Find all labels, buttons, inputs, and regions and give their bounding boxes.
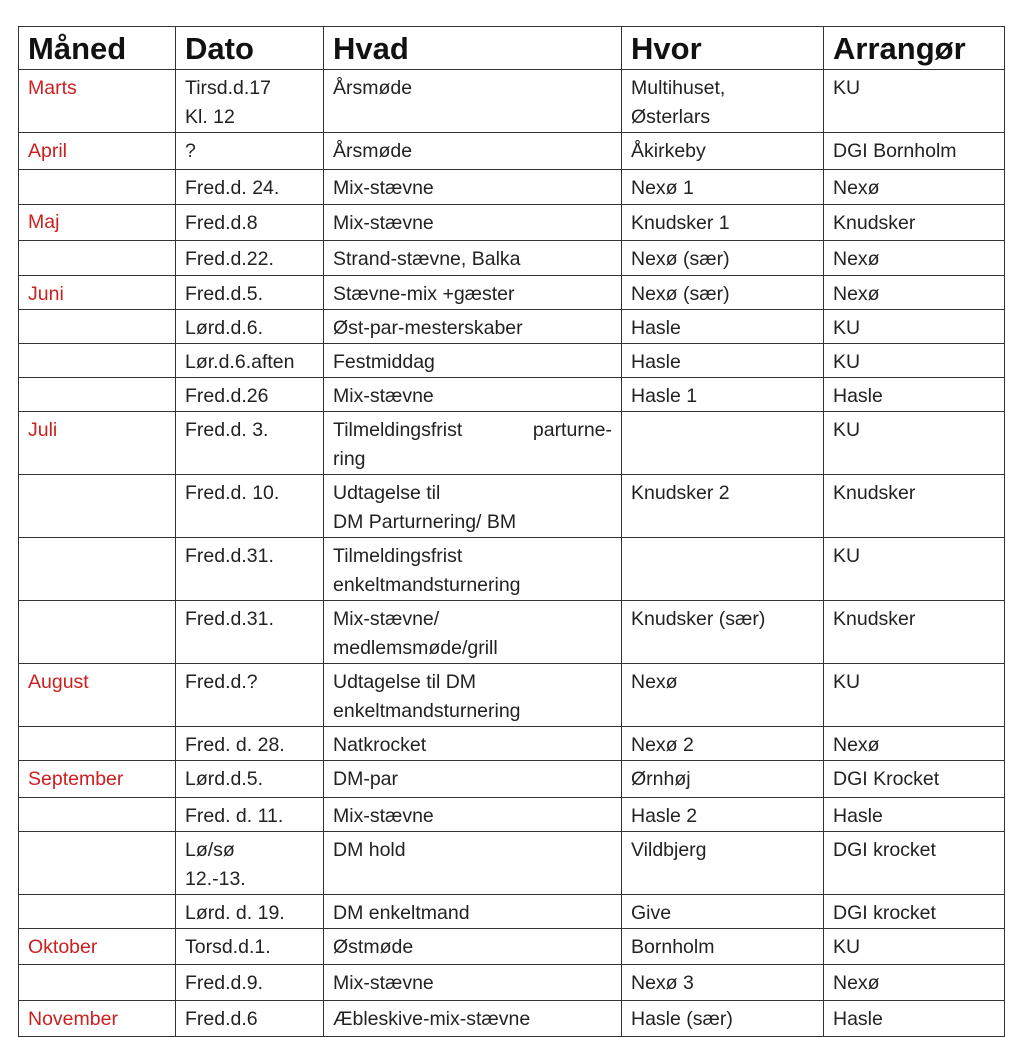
what-text: Strand-stævne, Balka [333, 248, 521, 270]
date-text: Fred.d.31. [185, 545, 274, 567]
month-cell [19, 378, 176, 412]
what-text: Festmiddag [333, 351, 435, 373]
date-text: Tirsd.d.17 [185, 77, 271, 99]
organizer-cell [824, 664, 1005, 727]
justified-line [333, 416, 612, 445]
what-text: DM hold [333, 839, 406, 861]
what-cell [324, 133, 622, 170]
header-what: Hvad [324, 27, 622, 70]
organizer-cell [824, 412, 1005, 475]
table-row [19, 895, 1005, 929]
date-cell [176, 664, 324, 727]
date-text: Fred. d. 28. [185, 734, 285, 756]
what-text: Mix-stævne [333, 805, 434, 827]
organizer-cell [824, 205, 1005, 241]
where-cell [622, 310, 824, 344]
what-cell [324, 895, 622, 929]
schedule-document [18, 26, 1004, 1037]
date-cell [176, 895, 324, 929]
organizer-text: Hasle [833, 1008, 883, 1030]
date-cell [176, 310, 324, 344]
table-row [19, 1001, 1005, 1037]
date-cell [176, 170, 324, 205]
organizer-cell [824, 929, 1005, 965]
date-cell [176, 475, 324, 538]
date-cell [176, 133, 324, 170]
organizer-text: Knudsker [833, 482, 916, 504]
organizer-text: Nexø [833, 248, 880, 270]
date-cell [176, 929, 324, 965]
what-cell [324, 310, 622, 344]
what-cell [324, 664, 622, 727]
date-cell [176, 344, 324, 378]
month-cell [19, 1001, 176, 1037]
month-cell [19, 276, 176, 310]
month-label: April [28, 140, 68, 162]
date-cell [176, 378, 324, 412]
header-row [19, 27, 1005, 70]
what-cell [324, 832, 622, 895]
what-cell [324, 276, 622, 310]
date-text: Fred.d.26 [185, 385, 269, 407]
header-organizer: Arrangør [824, 27, 1005, 70]
date-cell [176, 601, 324, 664]
where-text: Knudsker (sær) [631, 608, 766, 630]
month-label: November [28, 1008, 118, 1030]
what-text: parturne- [532, 419, 612, 441]
date-cell [176, 832, 324, 895]
table-row [19, 70, 1005, 133]
date-text: Lø/sø [185, 839, 235, 861]
header-month: Måned [19, 27, 176, 70]
table-row [19, 664, 1005, 727]
table-row [19, 727, 1005, 761]
date-cell [176, 241, 324, 276]
date-cell [176, 727, 324, 761]
organizer-cell [824, 276, 1005, 310]
month-cell [19, 310, 176, 344]
what-cell [324, 601, 622, 664]
organizer-text: Hasle [833, 805, 883, 827]
month-cell [19, 761, 176, 798]
organizer-cell [824, 895, 1005, 929]
where-text: Ørnhøj [631, 768, 691, 790]
what-text: Mix-stævne [333, 972, 434, 994]
date-cell [176, 70, 324, 133]
table-row [19, 929, 1005, 965]
where-text: Østerlars [631, 106, 711, 128]
month-cell [19, 133, 176, 170]
date-text: Lørd.d.6. [185, 317, 264, 339]
month-cell [19, 241, 176, 276]
where-text: Knudsker 1 [631, 212, 730, 234]
where-cell [622, 832, 824, 895]
date-cell [176, 276, 324, 310]
what-text: Mix-stævne [333, 385, 434, 407]
what-text: Natkrocket [333, 734, 427, 756]
what-text: Årsmøde [333, 140, 413, 162]
where-cell [622, 929, 824, 965]
date-text: Fred.d.31. [185, 608, 274, 630]
organizer-text: DGI krocket [833, 839, 936, 861]
date-cell [176, 412, 324, 475]
date-text: Fred.d.6 [185, 1008, 258, 1030]
where-text: Nexø 2 [631, 734, 694, 756]
what-text: Udtagelse til [333, 482, 441, 504]
where-cell [622, 412, 824, 475]
what-cell [324, 241, 622, 276]
what-cell [324, 412, 622, 475]
date-text: Kl. 12 [185, 106, 235, 128]
organizer-text: Nexø [833, 177, 880, 199]
date-text: Fred.d. 24. [185, 177, 280, 199]
what-text: Mix-stævne/ [333, 608, 440, 630]
what-text: enkeltmandsturnering [333, 574, 521, 596]
what-text: Mix-stævne [333, 177, 434, 199]
table-row [19, 276, 1005, 310]
organizer-text: Nexø [833, 972, 880, 994]
date-cell [176, 798, 324, 832]
table-row [19, 965, 1005, 1001]
month-cell [19, 475, 176, 538]
table-row [19, 475, 1005, 538]
organizer-cell [824, 727, 1005, 761]
date-text: Fred.d.? [185, 671, 258, 693]
date-text: Fred.d. 3. [185, 419, 269, 441]
date-text: 12.-13. [185, 868, 246, 890]
where-text: Nexø [631, 671, 678, 693]
date-text: Lør.d.6.aften [185, 351, 295, 373]
header-date: Dato [176, 27, 324, 70]
organizer-cell [824, 378, 1005, 412]
month-cell [19, 929, 176, 965]
where-cell [622, 241, 824, 276]
month-label: Oktober [28, 936, 98, 958]
date-text: Fred.d.22. [185, 248, 274, 270]
organizer-cell [824, 70, 1005, 133]
table-row [19, 832, 1005, 895]
table-row [19, 538, 1005, 601]
what-cell [324, 170, 622, 205]
what-cell [324, 727, 622, 761]
what-text: Stævne-mix +gæster [333, 283, 515, 305]
date-text: Fred. d. 11. [185, 805, 284, 827]
where-cell [622, 601, 824, 664]
where-text: Hasle [631, 351, 681, 373]
what-cell [324, 1001, 622, 1037]
organizer-cell [824, 475, 1005, 538]
where-cell [622, 344, 824, 378]
month-cell [19, 664, 176, 727]
month-cell [19, 170, 176, 205]
date-text: Fred.d.8 [185, 212, 258, 234]
organizer-text: Nexø [833, 734, 880, 756]
what-cell [324, 965, 622, 1001]
what-text: ring [333, 448, 366, 470]
where-cell [622, 761, 824, 798]
month-label: September [28, 768, 124, 790]
what-text: Tilmeldingsfrist [333, 419, 463, 441]
table-row [19, 798, 1005, 832]
date-text: Fred.d.5. [185, 283, 264, 305]
where-cell [622, 205, 824, 241]
what-text: Æbleskive-mix-stævne [333, 1008, 531, 1030]
date-text: Fred.d.9. [185, 972, 264, 994]
what-cell [324, 929, 622, 965]
table-row [19, 378, 1005, 412]
organizer-text: KU [833, 936, 861, 958]
month-cell [19, 965, 176, 1001]
schedule-body [19, 70, 1005, 1037]
organizer-cell [824, 761, 1005, 798]
month-cell [19, 70, 176, 133]
organizer-cell [824, 965, 1005, 1001]
where-text: Åkirkeby [631, 140, 706, 162]
what-text: Udtagelse til DM [333, 671, 477, 693]
table-row [19, 170, 1005, 205]
where-cell [622, 664, 824, 727]
month-cell [19, 344, 176, 378]
organizer-text: Hasle [833, 385, 883, 407]
what-cell [324, 205, 622, 241]
what-text: Øst-par-mesterskaber [333, 317, 523, 339]
organizer-cell [824, 832, 1005, 895]
where-text: Nexø 1 [631, 177, 694, 199]
month-cell [19, 895, 176, 929]
what-cell [324, 761, 622, 798]
organizer-cell [824, 1001, 1005, 1037]
month-cell [19, 412, 176, 475]
table-row [19, 344, 1005, 378]
month-cell [19, 601, 176, 664]
organizer-text: KU [833, 351, 861, 373]
month-label: Juli [28, 419, 58, 441]
date-cell [176, 205, 324, 241]
organizer-text: Nexø [833, 283, 880, 305]
organizer-text: DGI Bornholm [833, 140, 957, 162]
what-text: DM enkeltmand [333, 902, 470, 924]
where-text: Hasle 2 [631, 805, 698, 827]
what-text: Mix-stævne [333, 212, 434, 234]
what-cell [324, 344, 622, 378]
where-text: Knudsker 2 [631, 482, 730, 504]
table-row [19, 412, 1005, 475]
where-cell [622, 965, 824, 1001]
date-cell [176, 965, 324, 1001]
where-text: Vildbjerg [631, 839, 707, 861]
where-text: Bornholm [631, 936, 715, 958]
where-text: Hasle 1 [631, 385, 698, 407]
organizer-text: KU [833, 317, 861, 339]
month-cell [19, 205, 176, 241]
where-cell [622, 895, 824, 929]
organizer-text: KU [833, 77, 861, 99]
month-label: Maj [28, 211, 60, 233]
organizer-cell [824, 170, 1005, 205]
organizer-cell [824, 601, 1005, 664]
where-cell [622, 1001, 824, 1037]
what-cell [324, 378, 622, 412]
what-cell [324, 798, 622, 832]
what-text: enkeltmandsturnering [333, 700, 521, 722]
where-text: Nexø 3 [631, 972, 694, 994]
where-cell [622, 133, 824, 170]
where-cell [622, 538, 824, 601]
month-label: Marts [28, 77, 77, 99]
where-text: Hasle (sær) [631, 1008, 733, 1030]
where-text: Give [631, 902, 672, 924]
date-text: Lørd. d. 19. [185, 902, 285, 924]
organizer-cell [824, 133, 1005, 170]
what-text: DM-par [333, 768, 399, 790]
month-cell [19, 832, 176, 895]
where-cell [622, 475, 824, 538]
where-text: Multihuset, [631, 77, 726, 99]
where-text: Nexø (sær) [631, 248, 730, 270]
what-cell [324, 70, 622, 133]
what-cell [324, 538, 622, 601]
organizer-cell [824, 538, 1005, 601]
organizer-text: DGI Krocket [833, 768, 940, 790]
where-cell [622, 727, 824, 761]
where-cell [622, 798, 824, 832]
header-where: Hvor [622, 27, 824, 70]
where-cell [622, 276, 824, 310]
where-text: Hasle [631, 317, 681, 339]
month-label: Juni [28, 283, 64, 305]
table-row [19, 761, 1005, 798]
table-row [19, 241, 1005, 276]
table-row [19, 205, 1005, 241]
table-row [19, 601, 1005, 664]
where-text: Nexø (sær) [631, 283, 730, 305]
what-text: Årsmøde [333, 77, 413, 99]
date-cell [176, 538, 324, 601]
organizer-text: Knudsker [833, 608, 916, 630]
date-cell [176, 1001, 324, 1037]
date-text: Torsd.d.1. [185, 936, 271, 958]
organizer-cell [824, 310, 1005, 344]
date-text: Lørd.d.5. [185, 768, 264, 790]
what-text: DM Parturnering/ BM [333, 511, 517, 533]
month-cell [19, 538, 176, 601]
organizer-text: KU [833, 545, 861, 567]
organizer-text: KU [833, 671, 861, 693]
organizer-cell [824, 344, 1005, 378]
what-text: Østmøde [333, 936, 414, 958]
organizer-text: DGI krocket [833, 902, 936, 924]
what-cell [324, 475, 622, 538]
date-text: Fred.d. 10. [185, 482, 280, 504]
where-cell [622, 378, 824, 412]
where-cell [622, 170, 824, 205]
what-text: Tilmeldingsfrist [333, 545, 463, 567]
what-text: medlemsmøde/grill [333, 637, 498, 659]
table-row [19, 133, 1005, 170]
month-cell [19, 798, 176, 832]
date-cell [176, 761, 324, 798]
organizer-cell [824, 241, 1005, 276]
date-text: ? [185, 140, 196, 162]
organizer-cell [824, 798, 1005, 832]
month-cell [19, 727, 176, 761]
organizer-text: KU [833, 419, 861, 441]
table-row [19, 310, 1005, 344]
month-label: August [28, 671, 89, 693]
event-schedule-table [18, 26, 1005, 1037]
where-cell [622, 70, 824, 133]
organizer-text: Knudsker [833, 212, 916, 234]
